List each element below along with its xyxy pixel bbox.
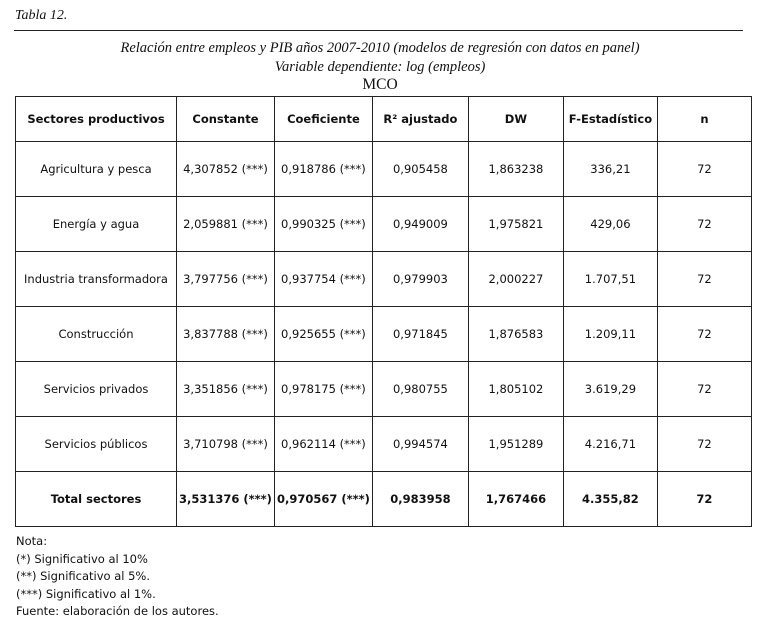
table-cell: 4.216,71 [563,417,657,472]
header-cell-sector: Sectores productivos [16,97,177,142]
header-cell-f-stat: F-Estadístico [563,97,657,142]
table-cell: 3.619,29 [563,362,657,417]
table-cell: Servicios privados [16,362,177,417]
table-cell: 0,994574 [372,417,468,472]
table-cell: 72 [657,307,751,362]
table-cell: 1.707,51 [563,252,657,307]
table-cell: 0,949009 [372,197,468,252]
note-heading: Nota: [16,534,48,548]
top-rule [14,30,743,31]
table-cell: 0,980755 [372,362,468,417]
total-row [16,472,752,527]
table-cell: Industria transformadora [16,252,177,307]
method-label: MCO [362,76,398,93]
table-cell: 0,905458 [372,142,468,197]
table-cell: 0,990325 (***) [274,197,372,252]
table-cell: 0,918786 (***) [274,142,372,197]
table-cell: 0,979903 [372,252,468,307]
note-line: (***) Significativo al 1%. [16,586,156,601]
table-cell: 1,975821 [468,197,563,252]
table-title: Relación entre empleos y PIB años 2007-2010 (modelos de regresión con datos en panel) [120,40,640,56]
table-cell: 72 [657,472,751,527]
table-cell: Agricultura y pesca [16,142,177,197]
source-line: Fuente: elaboración de los autores. [16,604,219,618]
note-line: (**) Significativo al 5%. [16,569,151,583]
table-row [16,142,752,197]
table-cell: 0,925655 (***) [274,307,372,362]
table-cell: 3,837788 (***) [177,307,275,362]
header-cell-constante: Constante [177,97,275,142]
table-number-label: Tabla 12. [15,8,68,23]
table-row [16,417,752,472]
table-cell: 72 [657,362,751,417]
table-cell: 72 [657,197,751,252]
table-row [16,197,752,252]
table-cell: Servicios públicos [16,417,177,472]
table-cell: 1,767466 [468,472,563,527]
table-cell: Construcción [16,307,177,362]
table-cell: 1,876583 [468,307,563,362]
header-cell-r2: R² ajustado [372,97,468,142]
table-cell: 0,983958 [372,472,468,527]
table-row [16,252,752,307]
table-cell: 3,710798 (***) [177,417,275,472]
header-cell-dw: DW [468,97,563,142]
table-cell: 2,000227 [468,252,563,307]
table-notes [16,533,219,621]
table-cell: 429,06 [563,197,657,252]
regression-table [15,96,752,527]
header-cell-coeficiente: Coeficiente [274,97,372,142]
table-cell: 4.355,82 [563,472,657,527]
table-cell: 4,307852 (***) [177,142,275,197]
header-cell-n: n [657,97,751,142]
table-cell: 1,951289 [468,417,563,472]
table-cell: Total sectores [16,472,177,527]
table-cell: 0,971845 [372,307,468,362]
table-cell: 0,937754 (***) [274,252,372,307]
table-cell: Energía y agua [16,197,177,252]
table-cell: 72 [657,252,751,307]
table-cell: 3,797756 (***) [177,252,275,307]
table-row [16,362,752,417]
table-cell: 72 [657,417,751,472]
table-cell: 1.209,11 [563,307,657,362]
table-cell: 1,805102 [468,362,563,417]
table-cell: 3,351856 (***) [177,362,275,417]
table-cell: 0,962114 (***) [274,417,372,472]
table-cell: 1,863238 [468,142,563,197]
table-cell: 336,21 [563,142,657,197]
table-cell: 72 [657,142,751,197]
table-cell: 0,970567 (***) [274,472,372,527]
note-line: (*) Significativo al 10% [16,551,148,566]
table-cell: 2,059881 (***) [177,197,275,252]
table-cell: 3,531376 (***) [177,472,275,527]
table-cell: 0,978175 (***) [274,362,372,417]
table-subtitle: Variable dependiente: log (empleos) [274,59,486,75]
header-row [16,97,752,142]
table-row [16,307,752,362]
